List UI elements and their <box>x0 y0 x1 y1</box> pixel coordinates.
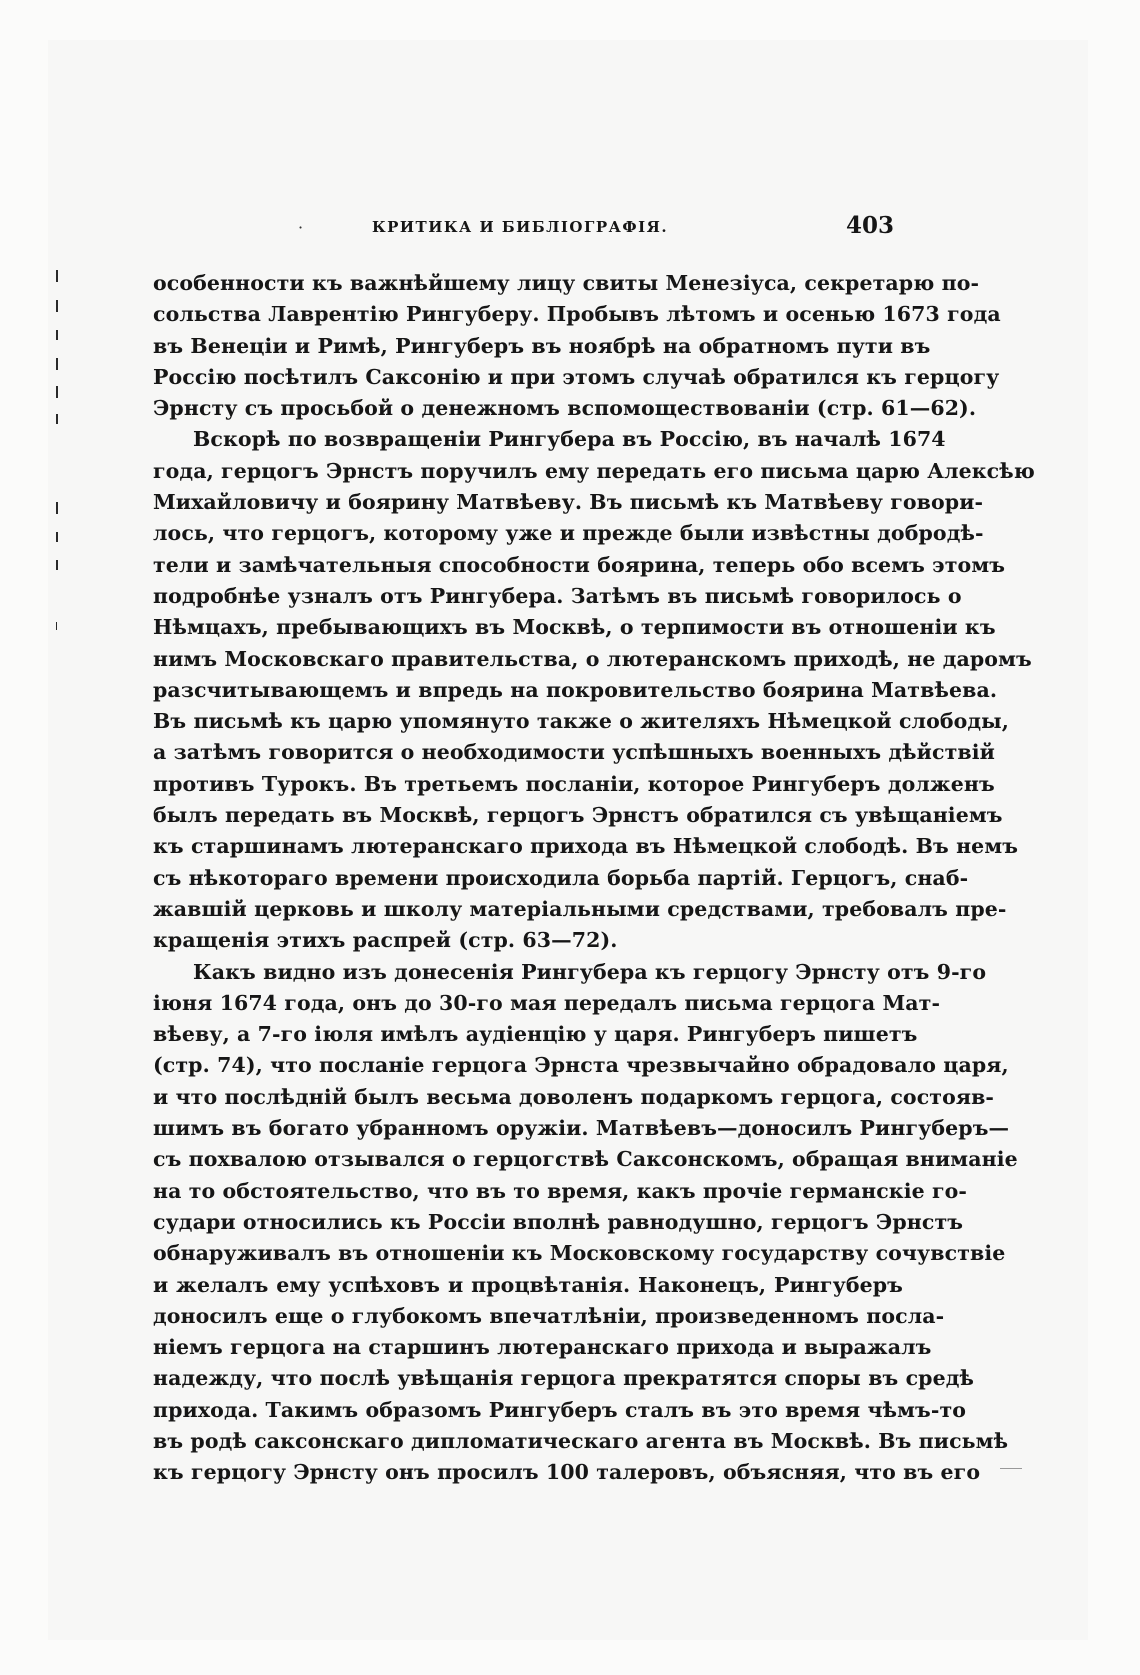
text-line: и что послѣдній былъ весьма доволенъ подаркомъ герцога, состояв- <box>153 1084 995 1109</box>
text-line: къ старшинамъ лютеранскаго прихода въ Нѣмецкой слободѣ. Въ немъ <box>153 834 1019 859</box>
text-line: обнаруживалъ въ отношеніи къ Московскому государству сочувствіе <box>153 1241 1006 1266</box>
text-line: въ Венеціи и Римѣ, Рингуберъ въ ноябрѣ на обратномъ пути въ <box>153 333 931 358</box>
text-line: и желалъ ему успѣховъ и процвѣтанія. Наконецъ, Рингуберъ <box>153 1272 903 1297</box>
text-line: Эрнсту съ просьбой о денежномъ вспомоществованіи (стр. 61—62). <box>153 396 977 421</box>
text-line: Въ письмѣ къ царю упомянуто также о жителяхъ Нѣмецкой слободы, <box>153 709 1010 734</box>
text-line: Нѣмцахъ, пребывающихъ въ Москвѣ, о терпимости въ отношеніи къ <box>153 615 996 640</box>
running-title: КРИТИКА И БИБЛІОГРАФІЯ. <box>371 218 669 236</box>
margin-marks <box>56 270 66 670</box>
text-line: надежду, что послѣ увѣщанія герцога прекратятся споры въ средѣ <box>153 1366 975 1391</box>
text-line: а затѣмъ говорится о необходимости успѣшныхъ военныхъ дѣйствій <box>153 740 995 765</box>
text-line: лось, что герцогъ, которому уже и прежде были извѣстны добродѣ- <box>153 521 984 546</box>
page-header <box>150 212 902 248</box>
text-line: доносилъ еще о глубокомъ впечатлѣніи, произведенномъ посла- <box>153 1303 945 1328</box>
page-number: 403 <box>845 212 894 239</box>
text-line: къ герцогу Эрнсту онъ просилъ 100 талеровъ, объясняя, что въ его <box>153 1460 981 1485</box>
text-line: іюня 1674 года, онъ до 30-го мая передалъ письма герцога Мат- <box>153 990 941 1015</box>
text-line: противъ Турокъ. Въ третьемъ посланіи, которое Рингуберъ долженъ <box>153 771 995 796</box>
body-text <box>153 268 1035 1489</box>
text-line: тели и замѣчательныя способности боярина, теперь обо всемъ этомъ <box>153 552 1006 577</box>
text-line: кращенія этихъ распрей (стр. 63—72). <box>153 928 618 953</box>
text-line: вѣеву, а 7-го іюля имѣлъ аудіенцію у царя. Рингуберъ пишетъ <box>153 1022 918 1047</box>
text-line: былъ передать въ Москвѣ, герцогъ Эрнстъ обратился съ увѣщаніемъ <box>153 803 1003 828</box>
text-line: (стр. 74), что посланіе герцога Эрнста чрезвычайно обрадовало царя, <box>153 1053 1009 1078</box>
text-line: въ родѣ саксонскаго дипломатическаго агента въ Москвѣ. Въ письмѣ <box>153 1428 1009 1453</box>
text-line: особенности къ важнѣйшему лицу свиты Менезіуса, секретарю по- <box>153 271 980 295</box>
text-line: нимъ Московскаго правительства, о лютеранскомъ приходѣ, не даромъ <box>153 646 1032 671</box>
scan-mark <box>1000 1468 1022 1469</box>
text-line: судари относились къ Россіи вполнѣ равнодушно, герцогъ Эрнстъ <box>153 1209 964 1234</box>
text-line: на то обстоятельство, что въ то время, какъ прочіе германскіе го- <box>153 1178 968 1203</box>
text-line: Россію посѣтилъ Саксонію и при этомъ случаѣ обратился къ герцогу <box>153 364 1000 389</box>
text-line: Какъ видно изъ донесенія Рингубера къ герцогу Эрнсту отъ 9-го <box>193 959 987 984</box>
text-line: съ похвалою отзывался о герцогствѣ Саксонскомъ, обращая вниманіе <box>153 1147 1018 1172</box>
text-line: Михайловичу и боярину Матвѣеву. Въ письмѣ къ Матвѣеву говори- <box>153 490 984 515</box>
text-line: шимъ въ богато убранномъ оружіи. Матвѣевъ—доносилъ Рингуберъ— <box>153 1116 1010 1141</box>
text-line: прихода. Такимъ образомъ Рингуберъ сталъ въ это время чѣмъ-то <box>153 1397 967 1422</box>
text-line: жавшій церковь и школу матеріальными средствами, требовалъ пре- <box>153 896 1007 921</box>
header-dot: · <box>298 218 304 237</box>
text-line: Вскорѣ по возвращеніи Рингубера въ Россію, въ началѣ 1674 <box>193 427 946 452</box>
text-line: подробнѣе узналъ отъ Рингубера. Затѣмъ въ письмѣ говорилось о <box>153 583 962 608</box>
text-line: года, герцогъ Эрнстъ поручилъ ему передать его письма царю Алексѣю <box>153 458 1035 483</box>
text-line: съ нѣкотораго времени происходила борьба партій. Герцогъ, снаб- <box>153 865 969 890</box>
text-line: сольства Лаврентію Рингуберу. Пробывъ лѣтомъ и осенью 1673 года <box>153 302 1001 327</box>
text-line: ніемъ герцога на старшинъ лютеранскаго прихода и выражалъ <box>153 1335 932 1360</box>
text-line: разсчитывающемъ и впредь на покровительство боярина Матвѣева. <box>153 677 998 702</box>
